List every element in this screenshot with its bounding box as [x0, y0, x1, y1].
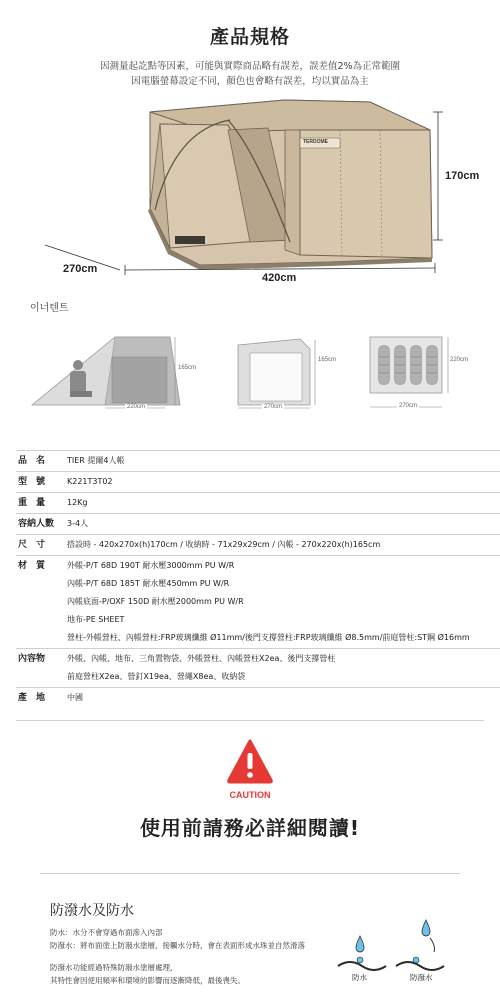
caution-label: CAUTION	[229, 790, 271, 800]
page-title: 產品規格	[209, 26, 290, 48]
waterproof-line-4: 防潑水功能經過特殊防潑水塗層處理，	[50, 963, 178, 972]
spec-note-line-1: 因測量起訖點等因素，可能與實際商品略有誤差，誤差值2%為正常範圍	[99, 61, 401, 72]
spec-key-text: 材 質	[18, 561, 46, 571]
spec-key	[16, 493, 67, 514]
spec-key	[16, 649, 67, 688]
spec-value-line: 前庭營柱X2ea、營釘X19ea、營繩X8ea、收納袋	[67, 672, 246, 681]
spec-row	[16, 649, 500, 688]
spec-value	[67, 688, 500, 709]
spec-row	[16, 535, 500, 556]
spec-key-text: 內容物	[18, 654, 46, 664]
spec-value-line: 內帳底面-P/OXF 150D 耐水壓2000mm PU W/R	[67, 597, 244, 606]
spec-key	[16, 688, 67, 709]
spec-value-line: 外帳、內帳、地布、三角置物袋、外帳營柱、內帳營柱X2ea、後門支撐營柱	[67, 654, 336, 663]
water-repellent-icon-label: 防潑水	[410, 973, 433, 982]
spec-row	[16, 556, 500, 649]
spec-value-line: 中國	[67, 693, 83, 702]
spec-key	[16, 535, 67, 556]
spec-value	[67, 451, 500, 472]
side-width-label: 220cm	[127, 404, 146, 410]
spec-key-text: 品 名	[18, 456, 46, 466]
height-dimension-label: 170cm	[445, 170, 480, 182]
spec-value-line: TIER 提爾4人帳	[67, 456, 125, 465]
inner-tent-label: 이너텐트	[30, 303, 69, 314]
caution-icon	[226, 738, 274, 784]
spec-table	[16, 450, 500, 708]
waterproof-line-5: 其特性會因使用頻率和環境的影響而逐漸降低，最後喪失。	[50, 976, 245, 985]
spec-value	[67, 556, 500, 649]
depth-dimension-label: 270cm	[63, 263, 98, 275]
spec-key	[16, 514, 67, 535]
spec-table-bottom-rule	[16, 720, 484, 721]
spec-row	[16, 493, 500, 514]
spec-note-line-2: 因電腦螢幕設定不同，顏色也會略有誤差，均以實品為主	[131, 76, 369, 87]
spec-row	[16, 472, 500, 493]
spec-value-line: 3-4人	[67, 519, 89, 528]
front-height-label: 165cm	[318, 357, 337, 363]
spec-key	[16, 556, 67, 649]
spec-value-line: 搭設時 - 420x270x(h)170cm / 收納時 - 71x29x29cm / 內帳 - 270x220x(h)165cm	[67, 540, 381, 549]
spec-key-text: 容納人數	[18, 519, 55, 529]
spec-key	[16, 472, 67, 493]
spec-value	[67, 472, 500, 493]
inner-tent-diagrams	[0, 325, 500, 420]
spec-value	[67, 649, 500, 688]
spec-value	[67, 535, 500, 556]
waterproof-illustration	[330, 918, 450, 980]
waterproof-line-2: 防潑水：將布面塗上防潑水塗層，接觸水分時，會在表面形成水珠並自然滑落	[50, 941, 305, 950]
spec-value-line: 內帳-P/T 68D 185T 耐水壓450mm PU W/R	[67, 579, 230, 588]
spec-key-text: 產 地	[18, 693, 46, 703]
spec-value	[67, 493, 500, 514]
front-width-label: 270cm	[264, 404, 283, 410]
waterproof-title: 防潑水及防水	[50, 903, 134, 919]
spec-value-line: 地布-PE SHEET	[67, 615, 125, 624]
width-dimension-label: 420cm	[262, 272, 297, 284]
tent-logo: TERDOME	[303, 139, 328, 145]
spec-row	[16, 688, 500, 709]
waterproof-line-1: 防水：水分不會穿過布面滲入內部	[50, 928, 163, 937]
spec-row	[16, 514, 500, 535]
spec-key-text: 型 號	[18, 477, 46, 487]
top-height-label: 220cm	[450, 357, 469, 363]
caution-headline: 使用前請務必詳細閱讀!	[139, 816, 361, 840]
top-width-label: 270cm	[399, 403, 418, 409]
spec-value-line: 12Kg	[67, 498, 88, 507]
spec-value-line: 外帳-P/T 68D 190T 耐水壓3000mm PU W/R	[67, 561, 235, 570]
spec-value	[67, 514, 500, 535]
side-height-label: 165cm	[178, 365, 197, 371]
spec-key-text: 尺 寸	[18, 540, 46, 550]
waterproof-icon-label: 防水	[352, 973, 367, 982]
spec-value-line: K221T3T02	[67, 477, 113, 486]
spec-key-text: 重 量	[18, 498, 46, 508]
spec-key	[16, 451, 67, 472]
section-divider	[40, 873, 460, 874]
spec-row	[16, 451, 500, 472]
spec-value-line: 營柱-外帳營柱、內帳營柱:FRP玻璃纖維 Ø11mm/後門支撐營柱:FRP玻璃纖維 Ø8.5mm/前庭營柱:ST鋼 Ø16mm	[67, 633, 470, 642]
